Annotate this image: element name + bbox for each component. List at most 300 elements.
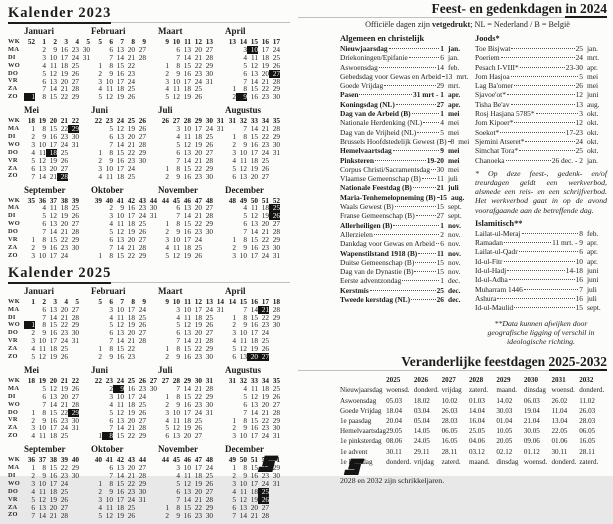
date-cell: 18 — [60, 203, 68, 213]
holiday-name: Id-ul-Adha — [475, 275, 508, 285]
date-cell: 1 — [165, 219, 169, 229]
date-cell: 12 — [183, 139, 191, 149]
date-cell: 12 — [239, 344, 247, 354]
date-cell — [24, 46, 35, 54]
date-cell: 30 — [149, 383, 157, 393]
date-cell: 15 — [49, 407, 57, 417]
date-cell: 28 — [60, 510, 68, 520]
date-cell: 18 — [261, 383, 269, 393]
holiday-name: Pinksteren — [340, 155, 374, 165]
date-cell: 18 — [116, 84, 124, 94]
week-number-cell: 48 — [228, 195, 236, 205]
month-band — [8, 26, 294, 101]
week-number-cell: 50 — [239, 455, 247, 465]
dotted-leader — [379, 67, 436, 68]
date-cell: 19 — [250, 494, 258, 504]
date-cell: 1 — [232, 415, 236, 425]
date-cell: 13 — [183, 328, 191, 338]
weekday-label: ZO — [8, 352, 18, 360]
date-cell: 14 — [49, 399, 57, 409]
weekday-label: ZO — [8, 93, 18, 101]
date-cell — [269, 504, 280, 512]
month-table — [225, 117, 280, 180]
weekday-label: MA — [8, 464, 20, 472]
date-cell: 9 — [176, 510, 180, 520]
date-cell: 21 — [261, 76, 269, 86]
dotted-leader — [389, 48, 440, 49]
date-cell: 25 — [60, 431, 68, 441]
date-cell: 31 — [71, 423, 79, 433]
date-cell — [158, 141, 169, 149]
date-cell: 28 — [138, 423, 146, 433]
date-cell: 10 — [239, 431, 247, 441]
weekday-labels — [8, 444, 24, 519]
date-cell: 2 — [232, 242, 236, 252]
year-header-cell: 2028 — [468, 376, 484, 385]
date-cell: 16 — [60, 44, 68, 54]
date-cell: 14 — [116, 471, 124, 481]
date-cell: 2 — [165, 171, 169, 181]
date-cell: 24 — [194, 407, 202, 417]
holiday-month: nov. — [448, 257, 461, 267]
date-cell: 6 — [176, 328, 180, 338]
month-name: Juni — [91, 365, 109, 375]
month-block — [91, 185, 158, 260]
date-cell: 5 — [176, 320, 180, 330]
date-cell: 4 — [98, 84, 102, 94]
date-cell: 9 — [176, 171, 180, 181]
weekday-label: DO — [8, 408, 19, 416]
date-cell: 29 — [68, 125, 79, 133]
date-cell: 11 — [172, 242, 180, 252]
date-cell: 7 — [176, 155, 180, 165]
month-table — [158, 377, 213, 440]
date-cell: 7 — [109, 139, 113, 149]
holiday-name: Muharram 1446 — [475, 284, 523, 294]
date-cell: 15 — [116, 431, 124, 441]
date-cell: 31 — [205, 76, 213, 86]
date-cell: 28 — [205, 52, 213, 62]
week-number-cell: 32 — [239, 116, 247, 126]
date-cell: 7 — [176, 52, 180, 62]
date-cell — [213, 157, 224, 165]
date-cell: 2 — [98, 155, 102, 165]
date-cell — [24, 220, 35, 228]
date-cell: 24 — [261, 147, 269, 157]
date-cell: 27 — [60, 163, 68, 173]
holiday-item — [475, 53, 607, 62]
date-cell: 11 — [183, 471, 191, 481]
week-number-cell: 15 — [239, 296, 247, 306]
date-cell: 7 — [176, 494, 180, 504]
holiday-month: mei — [448, 155, 460, 165]
date-cell: 5 — [109, 124, 113, 134]
weekday-label: ZA — [8, 243, 18, 251]
date-cell: 7 — [243, 407, 247, 417]
week-number-cell: 16 — [250, 296, 258, 306]
date-cell: 4 — [31, 431, 35, 441]
date-cell: 3 — [42, 52, 46, 62]
date-cell: 4 — [42, 60, 46, 70]
holiday-month: mrt. — [587, 53, 600, 63]
date-cell: 2 — [165, 510, 169, 520]
weekday-label: VR — [8, 235, 18, 243]
holiday-item — [340, 53, 468, 62]
date-cell: 9 — [42, 415, 46, 425]
date-cell: 22 — [127, 431, 135, 441]
holiday-item — [340, 72, 468, 81]
date-cell: 17 — [116, 76, 124, 86]
date-cell: 6 — [243, 68, 247, 78]
holiday-item — [475, 247, 607, 256]
feast-date-cell: maand. — [468, 457, 490, 466]
holiday-month: mei — [448, 146, 460, 156]
date-cell: 1 — [232, 463, 236, 473]
holiday-month: mrt. — [448, 81, 461, 91]
date-cell: 18 — [183, 84, 191, 94]
week-number-cell: 2 — [53, 37, 57, 46]
date-cell: 11 — [239, 486, 247, 496]
date-cell: 2 — [165, 68, 169, 78]
date-cell: 9 — [176, 68, 180, 78]
date-cell: 1 — [98, 250, 102, 260]
date-cell: 9 — [243, 320, 247, 330]
date-cell: 7 — [176, 336, 180, 346]
date-cell: 3 — [165, 235, 169, 245]
date-cell — [135, 173, 146, 181]
holiday-name: Lailat-ul-Meraj — [475, 228, 521, 238]
weekday-labels — [8, 365, 24, 440]
date-cell: 24 — [138, 211, 146, 221]
date-cell: 20 — [261, 68, 269, 78]
feast-date-cell: 05.04 — [413, 416, 430, 425]
date-cell — [91, 220, 102, 228]
week-number-cell: 18 — [27, 376, 35, 385]
holiday-date: 19-20 — [426, 155, 444, 165]
date-cell: 6 — [109, 328, 113, 338]
date-cell: 22 — [127, 60, 135, 70]
date-cell: 24 — [71, 52, 79, 62]
date-cell: 24 — [138, 304, 146, 314]
holiday-item — [475, 100, 607, 109]
holiday-item — [340, 44, 468, 53]
week-number-cell: 49 — [228, 455, 236, 465]
month-block — [158, 444, 225, 519]
month-name: Februari — [91, 285, 126, 296]
week-number-cell: 31 — [216, 116, 224, 126]
date-cell: 8 — [176, 344, 180, 354]
date-cell — [68, 432, 79, 440]
date-cell: 9 — [243, 471, 247, 481]
date-cell: 10 — [172, 76, 180, 86]
date-cell: 30 — [272, 320, 280, 330]
dotted-leader — [437, 197, 439, 198]
date-cell: 6 — [176, 486, 180, 496]
date-cell: 12 — [172, 250, 180, 260]
date-cell: 25 — [71, 203, 79, 213]
month-block — [24, 286, 91, 361]
feast-date-cell: 03.12 — [468, 447, 485, 456]
date-cell: 15 — [116, 478, 124, 488]
date-cell — [135, 165, 146, 173]
date-cell: 15 — [49, 320, 57, 330]
holiday-month: juli — [587, 293, 597, 303]
date-cell: 12 — [116, 320, 124, 330]
date-cell — [79, 62, 90, 70]
date-cell: 15 — [49, 92, 57, 102]
date-cell — [158, 204, 169, 212]
dotted-leader — [374, 234, 439, 235]
date-cell: 8 — [176, 219, 180, 229]
date-cell: 30 — [205, 171, 213, 181]
date-cell: 13 — [250, 219, 258, 229]
date-cell: 26 — [194, 423, 202, 433]
date-cell: 25 — [138, 219, 146, 229]
date-cell: 31 — [149, 211, 157, 221]
holiday-date: 14 — [436, 62, 444, 72]
date-cell — [135, 353, 146, 361]
date-cell: 2 — [42, 44, 46, 54]
week-number-cell: 20 — [49, 376, 57, 385]
holiday-date: 13 — [575, 99, 583, 109]
year-header-cell: 2031 — [551, 376, 566, 385]
date-cell: 20 — [127, 44, 135, 54]
date-cell: 28 — [138, 52, 146, 62]
date-cell: 25 — [272, 52, 280, 62]
week-number-cell: 40 — [94, 455, 102, 465]
holiday-item — [475, 146, 607, 155]
feast-date-cell: 05.03 — [386, 396, 403, 405]
date-cell: 18 — [49, 344, 57, 354]
date-cell: 26 — [261, 344, 269, 354]
week-number-cell: 24 — [116, 376, 124, 385]
date-cell — [213, 133, 224, 141]
date-cell: 12 — [183, 320, 191, 330]
week-number-cell: 9 — [142, 296, 146, 306]
holiday-date: 4 — [440, 118, 444, 128]
date-cell: 21 — [60, 399, 68, 409]
date-cell: 21 — [258, 306, 269, 314]
dotted-leader — [413, 187, 436, 188]
feast-date-cell: 26.03 — [579, 406, 596, 415]
date-cell: 13 — [183, 44, 191, 54]
dotted-leader — [507, 270, 565, 271]
feast-date-cell: 11.02 — [579, 396, 595, 405]
calendar-2025-title — [8, 264, 290, 283]
date-cell: 22 — [194, 502, 202, 512]
date-cell: 4 — [109, 312, 113, 322]
weekday-label: DO — [8, 148, 19, 156]
date-cell: 12 — [250, 211, 258, 221]
week-number-cell: 27 — [149, 376, 157, 385]
week-number-cell: 44 — [161, 455, 169, 465]
week-number-cell: 24 — [116, 116, 124, 126]
date-cell: 1 — [165, 502, 169, 512]
month-table — [24, 298, 79, 361]
date-cell: 3 — [232, 147, 236, 157]
date-cell: 21 — [194, 211, 202, 221]
general-christian-header: Algemeen en christelijk — [340, 34, 425, 43]
holiday-item — [340, 211, 468, 220]
date-cell: 29 — [71, 235, 79, 245]
dotted-leader — [370, 290, 436, 291]
date-cell: 29 — [71, 320, 79, 330]
holiday-name: Hemelvaartsdag — [340, 146, 392, 156]
date-cell: 26 — [138, 227, 146, 237]
holiday-date: 12 — [575, 90, 583, 100]
date-cell: 28 — [205, 494, 213, 504]
date-cell: 21 — [60, 227, 68, 237]
date-cell: 28 — [205, 383, 213, 393]
date-cell: 21 — [194, 494, 202, 504]
date-cell: 10 — [239, 478, 247, 488]
date-cell — [213, 345, 224, 353]
movable-feasts-title-main: Veranderlijke feestdagen — [401, 354, 549, 370]
date-cell: 26 — [127, 510, 135, 520]
date-cell: 19 — [194, 320, 202, 330]
date-cell: 10 — [247, 46, 258, 54]
date-cell: 27 — [205, 486, 213, 496]
date-cell: 5 — [98, 92, 102, 102]
date-cell: 3 — [165, 407, 169, 417]
year-header-cell: 2027 — [441, 376, 456, 385]
date-cell: 24 — [272, 44, 280, 54]
feast-date-cell: 14.04 — [468, 406, 485, 415]
date-cell: 16 — [116, 68, 124, 78]
date-cell: 5 — [109, 320, 113, 330]
date-cell — [91, 385, 102, 393]
date-cell: 26 — [205, 139, 213, 149]
week-number-cell: 46 — [183, 455, 191, 465]
holiday-date: 15 — [575, 303, 583, 313]
holiday-name: Chanoeka — [475, 155, 505, 165]
date-cell: 15 — [250, 132, 258, 142]
date-cell — [91, 401, 102, 409]
date-cell — [68, 157, 79, 165]
date-cell: 12 — [116, 227, 124, 237]
holiday-item — [340, 295, 468, 304]
month-name: April — [225, 26, 246, 36]
week-number-cell: 49 — [239, 195, 247, 205]
date-cell: 18 — [183, 415, 191, 425]
date-cell — [68, 504, 79, 512]
dotted-leader — [436, 243, 439, 244]
date-cell: 14 — [183, 155, 191, 165]
date-cell: 5 — [42, 383, 46, 393]
date-cell: 24 — [60, 478, 68, 488]
date-cell: 2 — [232, 139, 236, 149]
date-cell: 9 — [113, 385, 124, 393]
date-cell: 17 — [194, 124, 202, 134]
week-number-cell: 44 — [138, 455, 146, 465]
date-cell: 29 — [272, 463, 280, 473]
week-number-cell: 22 — [71, 376, 79, 385]
date-cell: 22 — [261, 132, 269, 142]
date-cell: 8 — [109, 250, 113, 260]
dotted-leader — [497, 298, 574, 299]
jewish-islamic-column — [475, 34, 607, 350]
date-cell — [91, 409, 102, 417]
holiday-item — [340, 128, 468, 137]
date-cell: 15 — [183, 163, 191, 173]
week-number-cell: 35 — [272, 116, 280, 126]
holiday-date: 25 — [575, 146, 583, 156]
feast-date-cell: zaterd. — [468, 386, 489, 395]
week-number-cell: 1 — [42, 37, 46, 46]
weekday-label: DI — [8, 133, 16, 141]
holiday-item — [475, 72, 607, 81]
holiday-item — [475, 257, 607, 266]
date-cell: 17 — [183, 235, 191, 245]
date-cell: 25 — [272, 383, 280, 393]
date-cell: 30 — [205, 510, 213, 520]
date-cell — [146, 393, 157, 401]
date-cell: 6 — [243, 399, 247, 409]
week-number-cell: 5 — [86, 37, 90, 46]
date-cell: 6 — [42, 219, 46, 229]
date-cell: 1 — [98, 431, 102, 441]
feast-date-cell: 24.05 — [413, 437, 430, 446]
date-cell: 22 — [261, 235, 269, 245]
week-number-cell: 38 — [49, 455, 57, 465]
holiday-date: 31 mrt - 1 — [413, 90, 444, 100]
feast-date-cell: zaterd. — [441, 457, 461, 466]
date-cell: 4 — [243, 52, 247, 62]
date-cell: 2 — [98, 68, 102, 78]
month-block — [24, 444, 91, 519]
holiday-month: jan. — [448, 53, 459, 63]
date-cell: 26 — [261, 163, 269, 173]
holiday-month: okt. — [587, 118, 599, 128]
date-cell — [135, 62, 146, 70]
dotted-leader — [511, 76, 579, 77]
holiday-date: 26 dec. - 2 — [551, 155, 583, 165]
date-cell — [225, 70, 236, 78]
jewish-header: Joods* — [475, 34, 500, 43]
holiday-item — [340, 165, 468, 174]
week-number-cell: 40 — [105, 195, 113, 205]
holiday-lists — [340, 34, 607, 350]
date-cell: 13 — [183, 147, 191, 157]
week-number-cell: 17 — [272, 37, 280, 46]
date-cell: 11 — [49, 203, 57, 213]
date-cell: 24 — [261, 431, 269, 441]
date-cell: 7 — [243, 227, 247, 237]
weekday-label: WO — [8, 321, 20, 329]
year-header-cell: 2030 — [523, 376, 539, 385]
date-cell — [269, 488, 280, 496]
date-cell: 7 — [31, 510, 35, 520]
week-number-cell: 19 — [38, 376, 46, 385]
holiday-item — [475, 156, 607, 165]
date-cell: 3 — [31, 250, 35, 260]
date-cell: 18 — [127, 312, 135, 322]
date-cell — [225, 62, 236, 70]
holiday-month: apr. — [448, 99, 461, 109]
week-number-cell: 13 — [228, 37, 236, 46]
date-cell: 5 — [31, 155, 35, 165]
date-cell: 19 — [60, 68, 68, 78]
dotted-leader — [511, 48, 574, 49]
date-cell — [202, 417, 213, 425]
date-cell: 25 — [60, 344, 68, 354]
date-cell: 13 — [116, 132, 124, 142]
date-cell: 6 — [109, 132, 113, 142]
date-cell: 6 — [176, 147, 180, 157]
calendar-2023-title-text: Kalender 2023 — [8, 5, 111, 24]
feast-date-cell: vrijdag — [413, 457, 434, 466]
weekday-label: ZO — [8, 172, 18, 180]
